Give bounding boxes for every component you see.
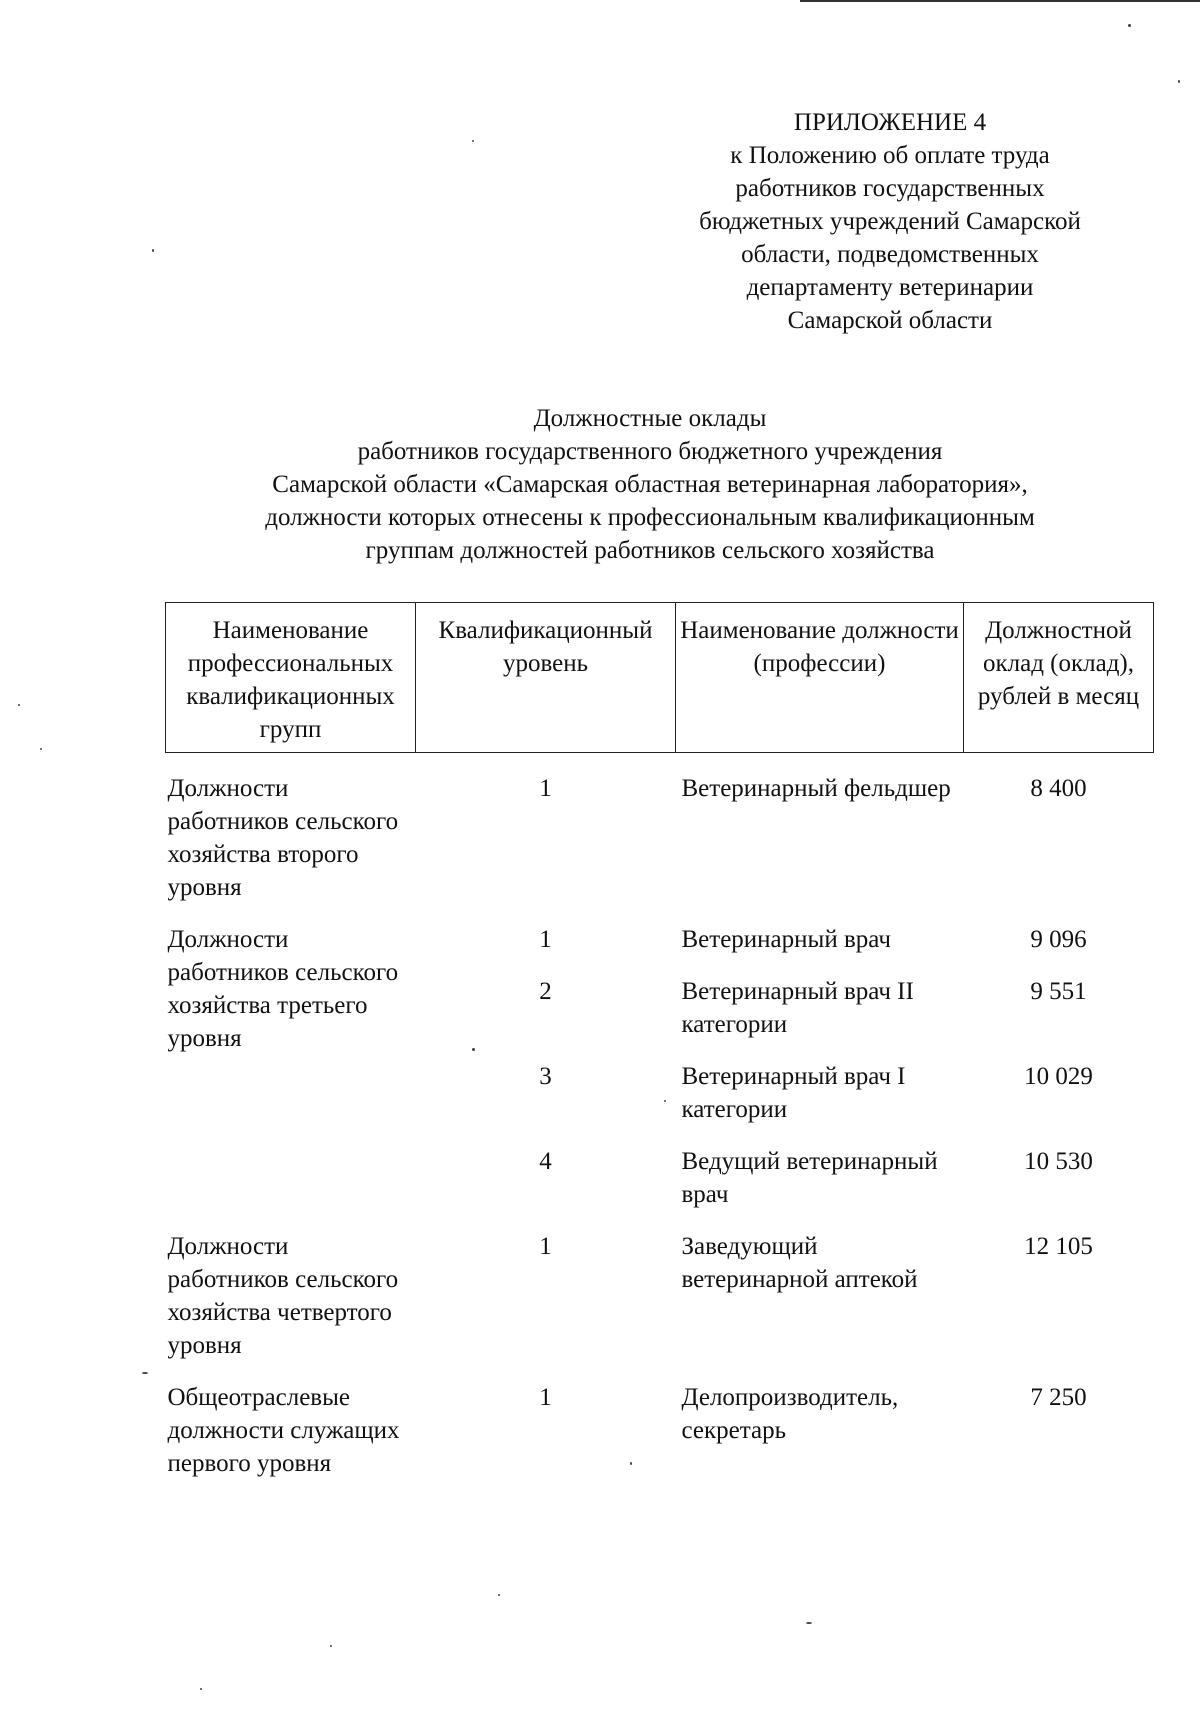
table-row — [166, 1211, 1154, 1362]
group-name: Должности работников сельского хозяйства четвертого уровня — [167, 1233, 399, 1359]
qualification-level: 1 — [539, 926, 552, 953]
scan-speck — [472, 1048, 475, 1051]
document-title — [130, 402, 1170, 567]
scan-speck — [1128, 24, 1131, 27]
appendix-line: работников государственных — [735, 175, 1045, 202]
appendix-title: ПРИЛОЖЕНИЕ 4 — [793, 109, 987, 136]
salary-table — [165, 602, 1154, 1480]
qualification-level: 1 — [539, 1384, 552, 1411]
scan-speck — [40, 748, 42, 750]
scan-speck — [330, 1645, 332, 1647]
scan-speck — [200, 1688, 202, 1690]
scan-speck — [630, 1462, 632, 1465]
table-row — [166, 753, 1154, 905]
appendix-line: Самарской области — [787, 307, 993, 334]
qualification-level: 4 — [539, 1148, 552, 1175]
appendix-line: области, подведомственных — [741, 241, 1039, 268]
appendix-header — [640, 106, 1140, 337]
position-name: Ветеринарный врач I категории — [681, 1063, 906, 1123]
group-name: Должности работников сельского хозяйства третьего уровня — [167, 926, 399, 1052]
salary-value: 9 096 — [1030, 926, 1087, 953]
qualification-level: 1 — [539, 775, 552, 802]
group-name: Общеотраслевые должности служащих первого уровня — [167, 1384, 400, 1477]
header-qualification-level: Квалификационный уровень — [416, 603, 676, 753]
table-header — [166, 603, 1154, 753]
scan-speck — [498, 1594, 500, 1596]
scan-speck — [142, 1372, 148, 1374]
title-line: Должностные оклады — [533, 405, 767, 432]
table-body — [166, 753, 1154, 1481]
salary-value: 7 250 — [1030, 1384, 1087, 1411]
position-name: Ветеринарный врач II категории — [681, 978, 914, 1038]
qualification-level: 1 — [539, 1233, 552, 1260]
salary-value: 10 029 — [1024, 1063, 1093, 1090]
title-line: группам должностей работников сельского хозяйства — [365, 537, 935, 564]
header-group-name: Наименование профессиональных квалификационных групп — [166, 603, 416, 753]
title-line: работников государственного бюджетного учреждения — [357, 438, 943, 465]
header-position-name: Наименование должности (профессии) — [676, 603, 964, 753]
title-line: Самарской области «Самарская областная ветеринарная лаборатория», — [272, 471, 1028, 498]
scan-speck — [664, 1100, 666, 1102]
salary-value: 9 551 — [1030, 978, 1087, 1005]
salary-value: 8 400 — [1030, 775, 1087, 802]
scan-speck — [152, 249, 154, 252]
position-name: Ведущий ветеринарный врач — [681, 1148, 938, 1208]
position-name: Заведующий ветеринарной аптекой — [681, 1233, 918, 1293]
appendix-line: департаменту ветеринарии — [746, 274, 1034, 301]
position-name: Ветеринарный врач — [681, 926, 891, 953]
table-row — [166, 1362, 1154, 1480]
position-name: Делопроизводитель, секретарь — [681, 1384, 899, 1444]
scan-speck — [18, 704, 20, 706]
table-row — [166, 904, 1154, 956]
qualification-level: 3 — [539, 1063, 552, 1090]
scan-speck — [806, 1622, 812, 1624]
header-salary: Должностной оклад (оклад), рублей в месяц — [964, 603, 1154, 753]
header-row — [166, 603, 1154, 753]
scan-speck — [1178, 80, 1180, 83]
group-name: Должности работников сельского хозяйства второго уровня — [167, 775, 399, 901]
title-line: должности которых отнесены к профессиональным квалификационным — [265, 504, 1035, 531]
salary-value: 12 105 — [1024, 1233, 1093, 1260]
appendix-line: бюджетных учреждений Самарской — [699, 208, 1081, 235]
salary-value: 10 530 — [1024, 1148, 1093, 1175]
appendix-line: к Положению об оплате труда — [730, 142, 1050, 169]
position-name: Ветеринарный фельдшер — [681, 775, 951, 802]
qualification-level: 2 — [539, 978, 552, 1005]
scan-speck — [472, 140, 474, 142]
scan-top-rule — [800, 0, 1200, 2]
